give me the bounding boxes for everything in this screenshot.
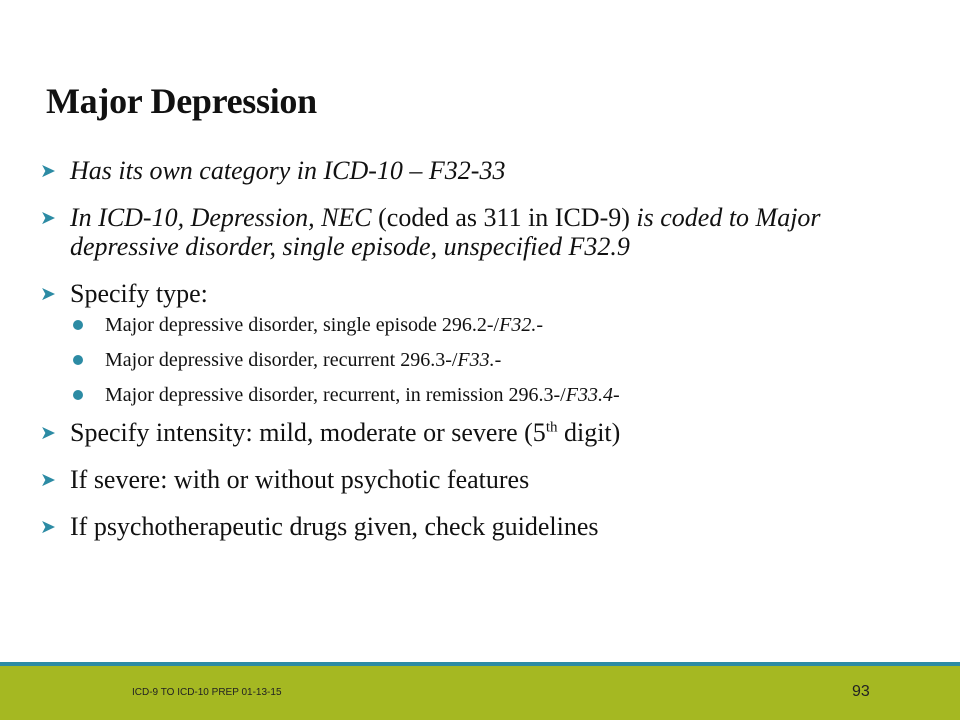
bullet-text: Has its own category in ICD-10 – F32-33 <box>70 156 506 185</box>
sublist-item-text: Major depressive disorder, recurrent, in remission 296.3-/ <box>105 384 566 406</box>
bullet-psychotherapeutic <box>40 512 920 541</box>
superscript-th: th <box>545 419 558 436</box>
arrow-icon: ➤ <box>40 283 56 305</box>
bullet-text-part3: is coded to Major depressive disorder, single episode, unspecified F32.9 <box>70 203 821 261</box>
sublist-item-code: F32.- <box>499 314 544 336</box>
sublist-item <box>70 348 920 372</box>
sublist-item-text: Major depressive disorder, recurrent 296.3-/ <box>105 349 458 371</box>
footer-text: ICD-9 TO ICD-10 PREP 01-13-15 <box>132 687 282 698</box>
page-number: 93 <box>852 683 870 700</box>
bullet-text-end: digit) <box>557 418 621 447</box>
dot-icon <box>73 390 83 400</box>
bullet-text: Specify intensity: mild, moderate or severe (5 <box>70 418 546 447</box>
arrow-icon: ➤ <box>40 422 56 444</box>
bullet-text-part1: In ICD-10, Depression, NEC <box>70 203 372 232</box>
bullet-text-part2: (coded as 311 in ICD-9) <box>371 203 637 232</box>
arrow-icon: ➤ <box>40 469 56 491</box>
sublist-item-code: F33.4- <box>565 384 620 406</box>
bullet-depression-nec <box>40 203 920 261</box>
bullet-text: If severe: with or without psychotic features <box>70 465 530 494</box>
bullet-if-severe <box>40 465 920 494</box>
bullet-list <box>40 156 920 541</box>
type-sublist <box>70 313 920 407</box>
slide-title: Major Depression <box>46 81 317 121</box>
arrow-icon: ➤ <box>40 207 56 229</box>
bullet-own-category <box>40 156 920 185</box>
bullet-text: Specify type: <box>70 279 208 308</box>
bullet-specify-type <box>40 279 920 407</box>
dot-icon <box>73 355 83 365</box>
sublist-item-code: F33.- <box>457 349 502 371</box>
sublist-item <box>70 383 920 407</box>
dot-icon <box>73 320 83 330</box>
arrow-icon: ➤ <box>40 516 56 538</box>
bullet-specify-intensity <box>40 418 920 447</box>
arrow-icon: ➤ <box>40 160 56 182</box>
sublist-item <box>70 313 920 337</box>
bullet-text: If psychotherapeutic drugs given, check guidelines <box>70 512 599 541</box>
sublist-item-text: Major depressive disorder, single episode 296.2-/ <box>105 314 500 336</box>
